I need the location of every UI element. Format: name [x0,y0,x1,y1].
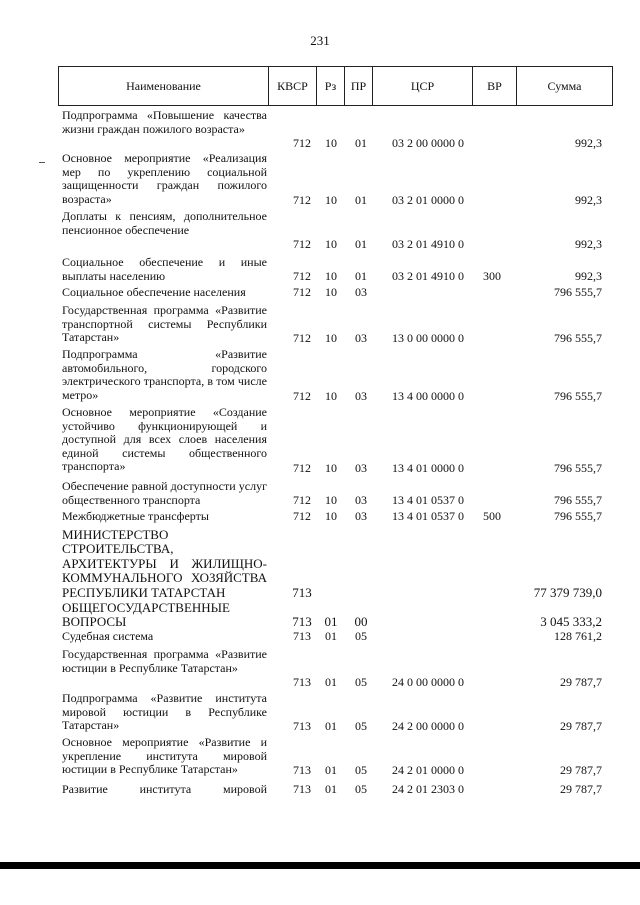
row-csr: 24 0 00 0000 0 [392,675,464,690]
table-row [0,648,640,690]
row-rz: 10 [325,237,337,252]
row-name: Развитие института мировой [62,782,267,796]
table-row [0,601,640,629]
row-name: Основное мероприятие «Развитие и укрепление института мировой юстиции в Республике Татарстан» [62,735,267,777]
row-kvsr: 712 [293,136,311,151]
row-pr: 01 [355,136,367,151]
header-kvsr: КВСР [269,67,317,105]
row-sum: 796 555,7 [554,493,602,508]
row-sum: 796 555,7 [554,285,602,300]
row-pr: 01 [355,269,367,284]
row-pr: 05 [355,629,367,644]
table-row [0,783,640,797]
row-csr: 13 0 00 0000 0 [392,331,464,346]
row-pr: 05 [355,763,367,778]
row-name: Государственная программа «Развитие юстиции в Республике Татарстан» [62,647,267,675]
row-kvsr: 713 [293,782,311,797]
row-sum: 796 555,7 [554,461,602,476]
row-name: Социальное обеспечение и иные выплаты населению [62,255,267,283]
table-row [0,348,640,404]
row-sum: 29 787,7 [560,719,602,734]
row-pr: 01 [355,237,367,252]
row-sum: 77 379 739,0 [533,584,602,600]
row-sum: 992,3 [575,136,602,151]
row-pr: 03 [355,389,367,404]
row-kvsr: 713 [293,675,311,690]
table-row [0,152,640,208]
row-sum: 796 555,7 [554,509,602,524]
header-sum: Сумма [547,79,582,93]
row-kvsr: 713 [293,719,311,734]
row-rz: 10 [325,389,337,404]
row-name: Основное мероприятие «Создание устойчиво функционирующей и доступной для всех слоев населения единой системы общественного транспорта» [62,405,267,474]
row-pr: 00 [354,614,368,629]
row-name: Судебная система [62,629,154,643]
row-kvsr: 712 [293,461,311,476]
row-name: Обеспечение равной доступности услуг общественного транспорта [62,479,267,507]
row-vr: 300 [483,269,501,284]
row-kvsr: 712 [293,493,311,508]
row-csr: 03 2 00 0000 0 [392,136,464,151]
row-kvsr: 712 [293,269,311,284]
row-name: Государственная программа «Развитие транспортной системы Республики Татарстан» [62,303,267,345]
row-csr: 03 2 01 4910 0 [392,269,464,284]
header-csr: ЦСР [373,67,473,105]
row-pr: 05 [355,782,367,797]
row-rz: 10 [325,269,337,284]
header-name: Наименование [59,67,269,105]
table-row [0,210,640,252]
row-rz: 01 [325,763,337,778]
table-row [0,480,640,508]
row-kvsr: 712 [293,193,311,208]
row-sum: 992,3 [575,193,602,208]
header-vr: ВР [473,67,517,105]
row-pr: 01 [355,193,367,208]
row-sum: 992,3 [575,269,602,284]
row-rz: 01 [324,614,338,629]
scan-edge-bar [0,862,640,869]
row-kvsr: 713 [292,584,312,600]
header-pr: ПР [345,67,373,105]
row-name: Подпрограмма «Повышение качества жизни граждан пожилого возраста» [62,108,267,136]
table-row [0,406,640,476]
row-name: Основное мероприятие «Реализация мер по укреплению социальной защищенности граждан пожилого возраста» [62,151,267,206]
row-kvsr: 712 [293,389,311,404]
row-kvsr: 712 [293,285,311,300]
row-rz: 10 [325,193,337,208]
row-rz: 10 [325,493,337,508]
row-csr: 13 4 01 0537 0 [392,509,464,524]
row-sum: 29 787,7 [560,782,602,797]
table-row [0,736,640,778]
row-kvsr: 713 [293,629,311,644]
row-kvsr: 712 [293,237,311,252]
row-name: ОБЩЕГОСУДАРСТВЕННЫЕ ВОПРОСЫ [62,600,230,629]
row-rz: 01 [325,782,337,797]
row-pr: 03 [355,331,367,346]
table-row [0,109,640,151]
row-csr: 03 2 01 0000 0 [392,193,464,208]
table-row [0,630,640,644]
row-rz: 10 [325,509,337,524]
row-name: Межбюджетные трансферты [62,509,209,523]
row-csr: 13 4 01 0000 0 [392,461,464,476]
row-name: МИНИСТЕРСТВО СТРОИТЕЛЬСТВА, АРХИТЕКТУРЫ И ЖИЛИЩНО-КОММУНАЛЬНОГО ХОЗЯЙСТВА РЕСПУБЛИКИ ТАТАРСТАН [62,527,267,600]
row-csr: 13 4 01 0537 0 [392,493,464,508]
row-name: Подпрограмма «Развитие института мировой юстиции в Республике Татарстан» [62,691,267,733]
row-csr: 13 4 00 0000 0 [392,389,464,404]
header-rz: Рз [317,67,345,105]
row-sum: 128 761,2 [554,629,602,644]
row-csr: 03 2 01 4910 0 [392,237,464,252]
row-vr: 500 [483,509,501,524]
row-pr: 05 [355,675,367,690]
row-sum: 796 555,7 [554,389,602,404]
table-row [0,510,640,524]
table-row [0,304,640,346]
row-sum: 3 045 333,2 [540,614,602,629]
row-csr: 24 2 00 0000 0 [392,719,464,734]
row-name: Социальное обеспечение населения [62,285,246,299]
table-row [0,286,640,300]
row-pr: 03 [355,461,367,476]
row-kvsr: 713 [292,614,312,629]
table-header [58,66,613,106]
row-kvsr: 712 [293,509,311,524]
row-rz: 01 [325,675,337,690]
row-pr: 05 [355,719,367,734]
row-sum: 29 787,7 [560,763,602,778]
row-rz: 10 [325,285,337,300]
row-kvsr: 713 [293,763,311,778]
row-sum: 796 555,7 [554,331,602,346]
row-csr: 24 2 01 2303 0 [392,782,464,797]
row-pr: 03 [355,493,367,508]
page-number: 231 [310,33,330,48]
table-row [0,692,640,734]
row-rz: 01 [325,629,337,644]
row-sum: 29 787,7 [560,675,602,690]
row-pr: 03 [355,285,367,300]
row-rz: 10 [325,136,337,151]
table-row [0,256,640,284]
row-csr: 24 2 01 0000 0 [392,763,464,778]
row-sum: 992,3 [575,237,602,252]
row-pr: 03 [355,509,367,524]
row-rz: 10 [325,331,337,346]
row-rz: 01 [325,719,337,734]
row-kvsr: 712 [293,331,311,346]
row-rz: 10 [325,461,337,476]
table-row [0,528,640,600]
row-name: Подпрограмма «Развитие автомобильного, городского электрического транспорта, в том числе метро» [62,347,267,402]
row-name: Доплаты к пенсиям, дополнительное пенсионное обеспечение [62,209,267,237]
